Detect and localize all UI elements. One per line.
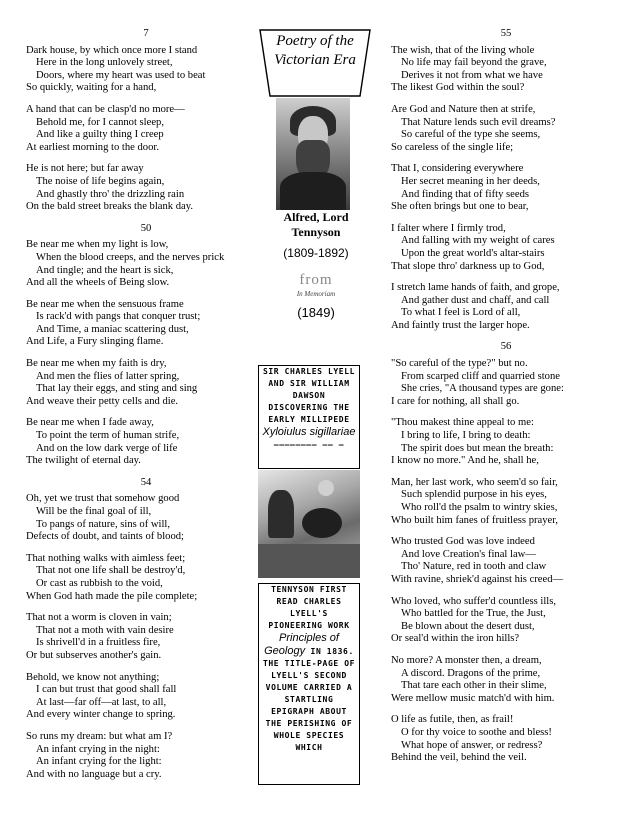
- title-line-1: Poetry of the: [276, 33, 354, 49]
- stanza: [26, 493, 266, 543]
- poem-line: That tare each other in their slime,: [401, 680, 547, 692]
- poem-line: Who loved, who suffer'd countless ills,: [391, 595, 557, 607]
- page-title: [262, 32, 368, 70]
- poem-line: And on the low dark verge of life: [36, 442, 178, 454]
- poem-line: No more? A monster then, a dream,: [391, 654, 542, 666]
- stanza: [391, 596, 621, 646]
- stanza: [26, 672, 266, 722]
- poem-line: With ravine, shriek'd against his creed—: [391, 573, 564, 585]
- title-banner: [258, 28, 372, 98]
- poem-line: Is rack'd with pangs that conquer trust;: [36, 311, 201, 323]
- poem-line: From scarped cliff and quarried stone: [401, 370, 560, 382]
- source-title: In Memoriam: [296, 290, 336, 298]
- poem-line: The noise of life begins again,: [36, 175, 165, 187]
- poem-line: That Nature lends such evil dreams?: [401, 116, 556, 128]
- poem-line: Behind the veil, behind the veil.: [391, 752, 527, 764]
- poem-line: Or seal'd within the iron hills?: [391, 633, 520, 645]
- stanza: [26, 163, 266, 213]
- poem-line: O for thy voice to soothe and bless!: [401, 726, 552, 738]
- caption1-species: Xyloiulus sigillariae: [262, 426, 356, 438]
- poem-line: She cries, "A thousand types are gone:: [401, 383, 564, 395]
- stanza: [26, 553, 266, 603]
- stanza: [26, 239, 266, 289]
- right-poem-column: [391, 28, 621, 774]
- poem-line: So runs my dream: but what am I?: [26, 730, 173, 742]
- publication-year: (1849): [297, 305, 335, 320]
- poem-line: That I, considering everywhere: [391, 163, 524, 175]
- from-label: from: [299, 272, 333, 288]
- stanza: [391, 714, 621, 764]
- section-number: 55: [500, 28, 512, 39]
- tennyson-portrait: [276, 98, 350, 210]
- poem-line: Behold, we know not anything;: [26, 671, 160, 683]
- poem-line: Or but subserves another's gain.: [26, 649, 162, 661]
- author-dates: (1809-1892): [283, 246, 349, 260]
- poem-line: No life may fail beyond the grave,: [401, 57, 547, 69]
- poem-line: And every winter change to spring.: [26, 709, 176, 721]
- poem-line: "Thou makest thine appeal to me:: [391, 417, 534, 429]
- section-number: 7: [143, 28, 149, 39]
- caption1-trail: ———————— —— —: [273, 440, 345, 449]
- poem-line: Were mellow music match'd with him.: [391, 692, 555, 704]
- poem-line: Is shrivell'd in a fruitless fire,: [36, 637, 161, 649]
- poem-line: I bring to life, I bring to death:: [401, 430, 531, 442]
- poem-line: To what I feel is Lord of all,: [401, 307, 521, 319]
- poem-line: I know no more." And he, shall he,: [391, 455, 539, 467]
- poem-line: At earliest morning to the door.: [26, 141, 159, 153]
- caption1-text: SIR CHARLES LYELL AND SIR WILLIAM DAWSON DISCOVERING THE EARLY MILLIPEDE: [262, 367, 356, 424]
- poem-line: The twilight of eternal day.: [26, 455, 141, 467]
- stanza: [391, 417, 621, 467]
- poem-line: That lay their eggs, and sting and sing: [36, 383, 198, 395]
- section-number: 56: [500, 341, 512, 353]
- poem-line: That nothing walks with aimless feet;: [26, 552, 186, 564]
- stanza: [391, 163, 621, 213]
- author-line-2: Tennyson: [291, 225, 341, 239]
- poem-line: Her secret meaning in her deeds,: [401, 175, 540, 187]
- author-line-1: Alfred, Lord: [283, 210, 349, 224]
- stanza: [391, 655, 621, 705]
- poem-line: I falter where I firmly trod,: [391, 222, 506, 234]
- poem-line: And love Creation's final law—: [401, 548, 536, 560]
- poem-line: Derives it not from what we have: [401, 69, 543, 81]
- poem-line: Who roll'd the psalm to wintry skies,: [401, 502, 558, 513]
- caption2-text: TENNYSON FIRST READ CHARLES LYELL'S PIONEERING WORK: [268, 585, 350, 630]
- poem-line: And Life, a Fury slinging flame.: [26, 336, 164, 348]
- poem-line: Who battled for the True, the Just,: [401, 608, 546, 620]
- stanza: [26, 299, 266, 349]
- poem-line: What hope of answer, or redress?: [401, 739, 543, 751]
- poem-line: Be near me when my faith is dry,: [26, 358, 167, 370]
- poem-line: A hand that can be clasp'd no more—: [26, 103, 185, 115]
- poem-line: I care for nothing, all shall go.: [391, 395, 520, 407]
- poem-line: Who built him fanes of fruitless prayer,: [391, 514, 558, 526]
- stanza: [391, 104, 621, 154]
- poem-line: Be near me when the sensuous frame: [26, 298, 184, 310]
- poem-line: O life as futile, then, as frail!: [391, 714, 514, 726]
- poem-line: Behold me, for I cannot sleep,: [36, 116, 164, 128]
- left-poem-column: [26, 28, 266, 790]
- poem-line: Here in the long unlovely street,: [36, 57, 173, 69]
- poem-line: Be near me when I fade away,: [26, 417, 154, 429]
- poem-line: On the bald street breaks the blank day.: [26, 201, 193, 213]
- poem-line: Man, her last work, who seem'd so fair,: [391, 476, 558, 488]
- stanza: [391, 477, 621, 527]
- poem-line: An infant crying for the light:: [36, 756, 162, 768]
- poem-line: And falling with my weight of cares: [401, 235, 555, 247]
- poem-line: Will be the final goal of ill,: [36, 506, 152, 517]
- author-name: [258, 210, 374, 240]
- poem-line: And tingle; and the heart is sick,: [36, 264, 174, 276]
- poem-line: To pangs of nature, sins of will,: [36, 518, 171, 530]
- section-number: 54: [140, 476, 152, 488]
- poem-line: And finding that of fifty seeds: [401, 188, 529, 200]
- poem-line: And men the flies of latter spring,: [36, 370, 180, 382]
- poem-line: That not a worm is cloven in vain;: [26, 612, 172, 624]
- poem-line: I can but trust that good shall fall: [36, 684, 177, 696]
- stanza: [391, 536, 621, 586]
- poem-line: The wish, that of the living whole: [391, 44, 535, 56]
- poem-line: And gather dust and chaff, and call: [401, 294, 550, 306]
- poem-line: So careless of the single life;: [391, 141, 514, 153]
- stanza: [26, 104, 266, 154]
- title-line-2: Victorian Era: [274, 52, 356, 68]
- stanza: [26, 417, 266, 467]
- poem-line: Such splendid purpose in his eyes,: [401, 489, 547, 501]
- poem-line: That slope thro' darkness up to God,: [391, 260, 545, 272]
- poem-line: Dark house, by which once more I stand: [26, 44, 198, 56]
- poem-line: Defects of doubt, and taints of blood;: [26, 531, 184, 543]
- poem-line: The likest God within the soul?: [391, 82, 525, 94]
- caption-lyell-dawson: [258, 365, 360, 469]
- lyell-dawson-illustration: [258, 470, 360, 578]
- poem-line: The spirit does but mean the breath:: [401, 442, 554, 454]
- poem-line: And with no language but a cry.: [26, 768, 162, 780]
- stanza: [391, 282, 621, 332]
- poem-line: I stretch lame hands of faith, and grope,: [391, 282, 560, 294]
- poem-line: And all the wheels of Being slow.: [26, 277, 170, 289]
- stanza: [26, 358, 266, 408]
- poem-line: That not one life shall be destroy'd,: [36, 565, 186, 577]
- poem-line: "So careful of the type?" but no.: [391, 358, 528, 370]
- poem-line: When God hath made the pile complete;: [26, 590, 198, 602]
- caption2-book-title: Principles of Geology: [264, 632, 339, 657]
- poem-line: Who trusted God was love indeed: [391, 536, 535, 548]
- poem-line: And like a guilty thing I creep: [36, 129, 164, 141]
- poem-line: Are God and Nature then at strife,: [391, 103, 536, 115]
- stanza: [26, 731, 266, 781]
- section-number: 50: [140, 222, 152, 234]
- stanza: [391, 223, 621, 273]
- poem-line: And faintly trust the larger hope.: [391, 319, 530, 331]
- caption-lyell-principles: [258, 583, 360, 785]
- poem-line: Be near me when my light is low,: [26, 239, 169, 251]
- poem-line: And weave their petty cells and die.: [26, 395, 179, 407]
- stanza: [391, 45, 621, 95]
- poem-line: She often brings but one to bear,: [391, 201, 529, 213]
- poem-line: And Time, a maniac scattering dust,: [36, 323, 189, 335]
- poem-line: Tho' Nature, red in tooth and claw: [401, 561, 547, 573]
- poem-line: A discord. Dragons of the prime,: [401, 667, 541, 679]
- stanza: [391, 358, 621, 408]
- stanza: [26, 45, 266, 95]
- poem-line: Doors, where my heart was used to beat: [36, 69, 206, 81]
- poem-line: That not a moth with vain desire: [36, 624, 174, 636]
- poem-line: So careful of the type she seems,: [401, 129, 541, 141]
- poem-line: Upon the great world's altar-stairs: [401, 247, 545, 259]
- poem-line: When the blood creeps, and the nerves prick: [36, 251, 225, 263]
- poem-line: Be blown about the desert dust,: [401, 620, 535, 632]
- poem-line: So quickly, waiting for a hand,: [26, 82, 157, 94]
- poem-line: To point the term of human strife,: [36, 430, 180, 442]
- poem-line: Oh, yet we trust that somehow good: [26, 493, 180, 505]
- poem-line: Or cast as rubbish to the void,: [36, 577, 163, 589]
- poem-line: At last—far off—at last, to all,: [36, 696, 167, 708]
- poem-line: And ghastly thro' the drizzling rain: [36, 188, 185, 200]
- poem-line: An infant crying in the night:: [36, 743, 160, 755]
- stanza: [26, 612, 266, 662]
- caption2-continued: IN 1836. THE TITLE-PAGE OF LYELL'S SECOND VOLUME CARRIED A STARTLING EPIGRAPH ABOUT THE PERISHING OF WHOLE SPECIES WHICH: [262, 647, 356, 752]
- poem-line: He is not here; but far away: [26, 163, 144, 175]
